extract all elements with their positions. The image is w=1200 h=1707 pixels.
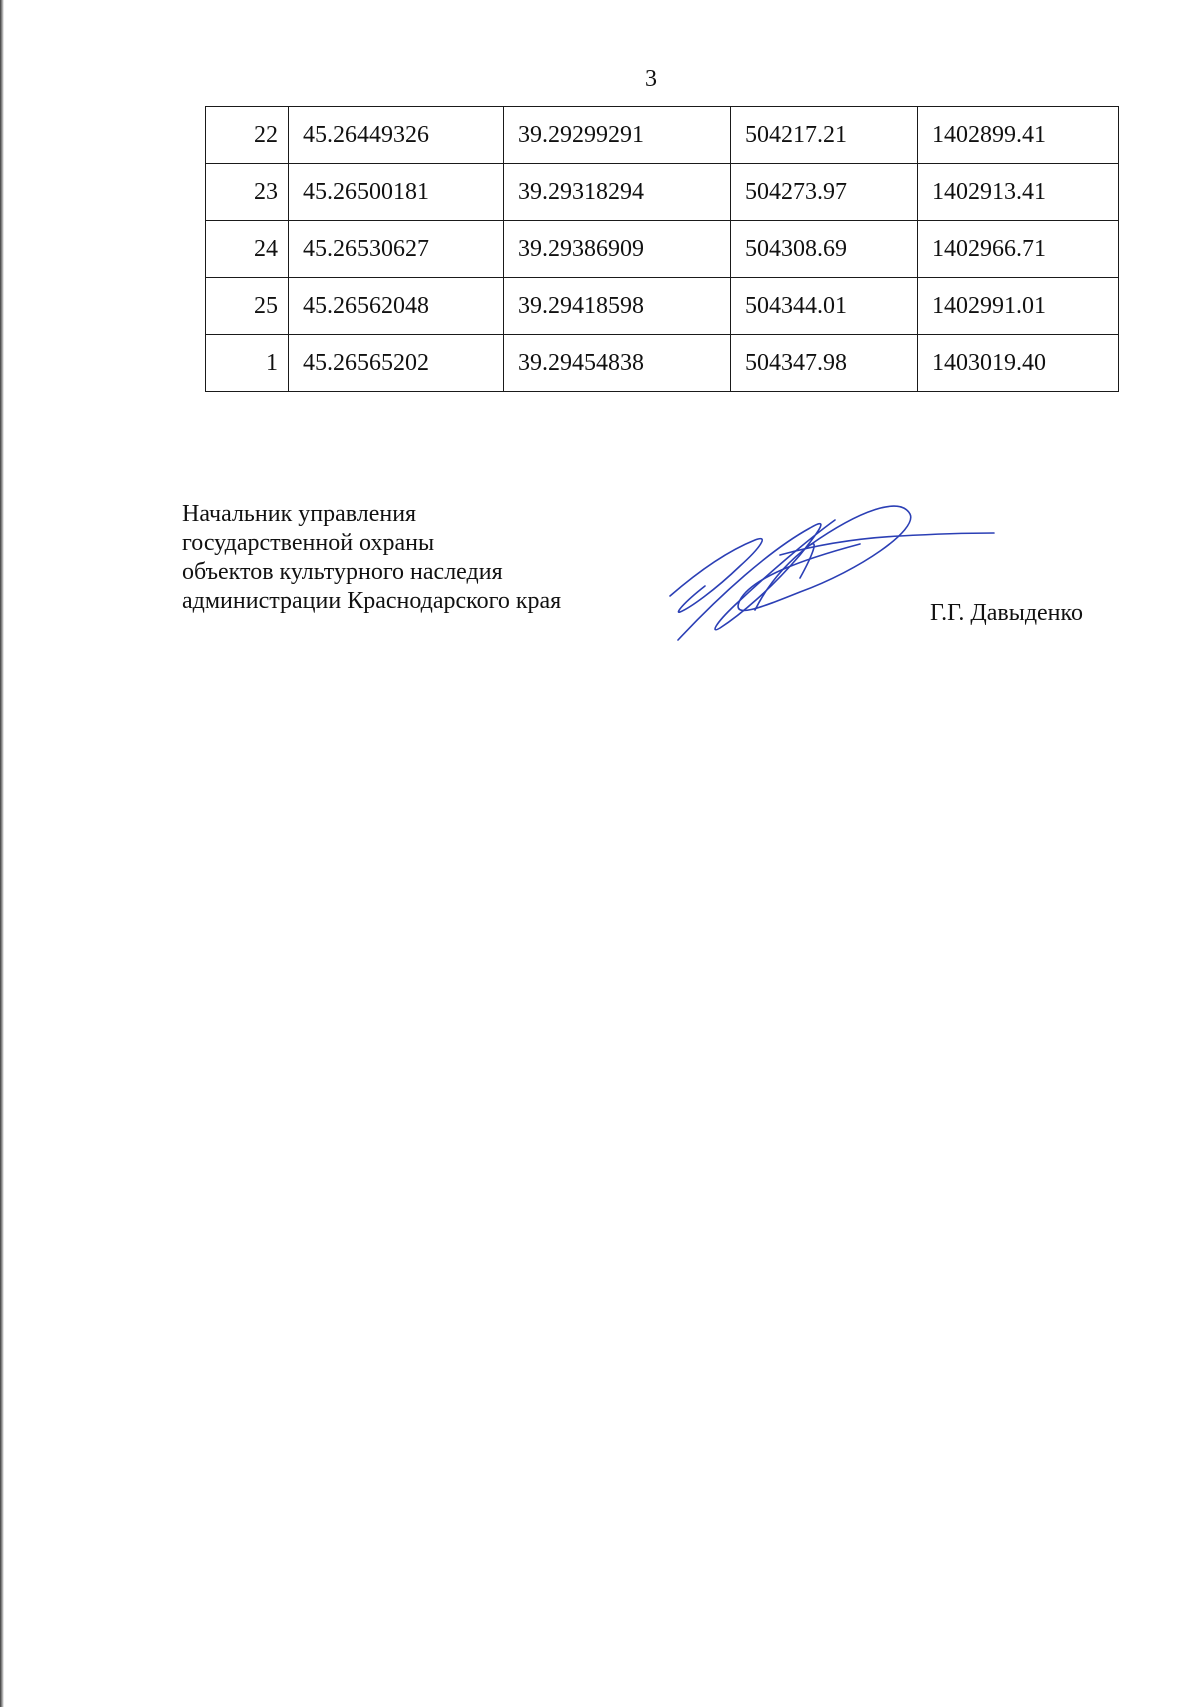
longitude-cell: 39.29318294 [504,164,731,221]
handwritten-signature [660,500,1000,650]
y-coordinate-cell: 1402913.41 [918,164,1119,221]
latitude-cell: 45.26500181 [289,164,504,221]
latitude-cell: 45.26449326 [289,107,504,164]
point-number-cell: 22 [206,107,289,164]
x-coordinate-cell: 504273.97 [731,164,918,221]
y-coordinate-cell: 1403019.40 [918,335,1119,392]
x-coordinate-cell: 504308.69 [731,221,918,278]
x-coordinate-cell: 504344.01 [731,278,918,335]
longitude-cell: 39.29454838 [504,335,731,392]
position-line: государственной охраны [182,530,435,556]
page-number: 3 [645,66,657,92]
point-number-cell: 23 [206,164,289,221]
x-coordinate-cell: 504347.98 [731,335,918,392]
point-number-cell: 25 [206,278,289,335]
table-row [206,278,1119,335]
scan-edge [0,0,4,1707]
y-coordinate-cell: 1402966.71 [918,221,1119,278]
point-number-cell: 24 [206,221,289,278]
x-coordinate-cell: 504217.21 [731,107,918,164]
point-number-cell: 1 [206,335,289,392]
signer-position [182,500,561,616]
signer-name: Г.Г. Давыденко [930,600,1083,626]
longitude-cell: 39.29386909 [504,221,731,278]
longitude-cell: 39.29299291 [504,107,731,164]
coordinates-table [205,106,1119,392]
position-line: Начальник управления [182,501,417,527]
y-coordinate-cell: 1402991.01 [918,278,1119,335]
y-coordinate-cell: 1402899.41 [918,107,1119,164]
latitude-cell: 45.26562048 [289,278,504,335]
longitude-cell: 39.29418598 [504,278,731,335]
table-row [206,221,1119,278]
table-row [206,107,1119,164]
latitude-cell: 45.26565202 [289,335,504,392]
latitude-cell: 45.26530627 [289,221,504,278]
position-line: администрации Краснодарского края [182,588,562,614]
table-row [206,164,1119,221]
table-row [206,335,1119,392]
position-line: объектов культурного наследия [182,559,503,585]
